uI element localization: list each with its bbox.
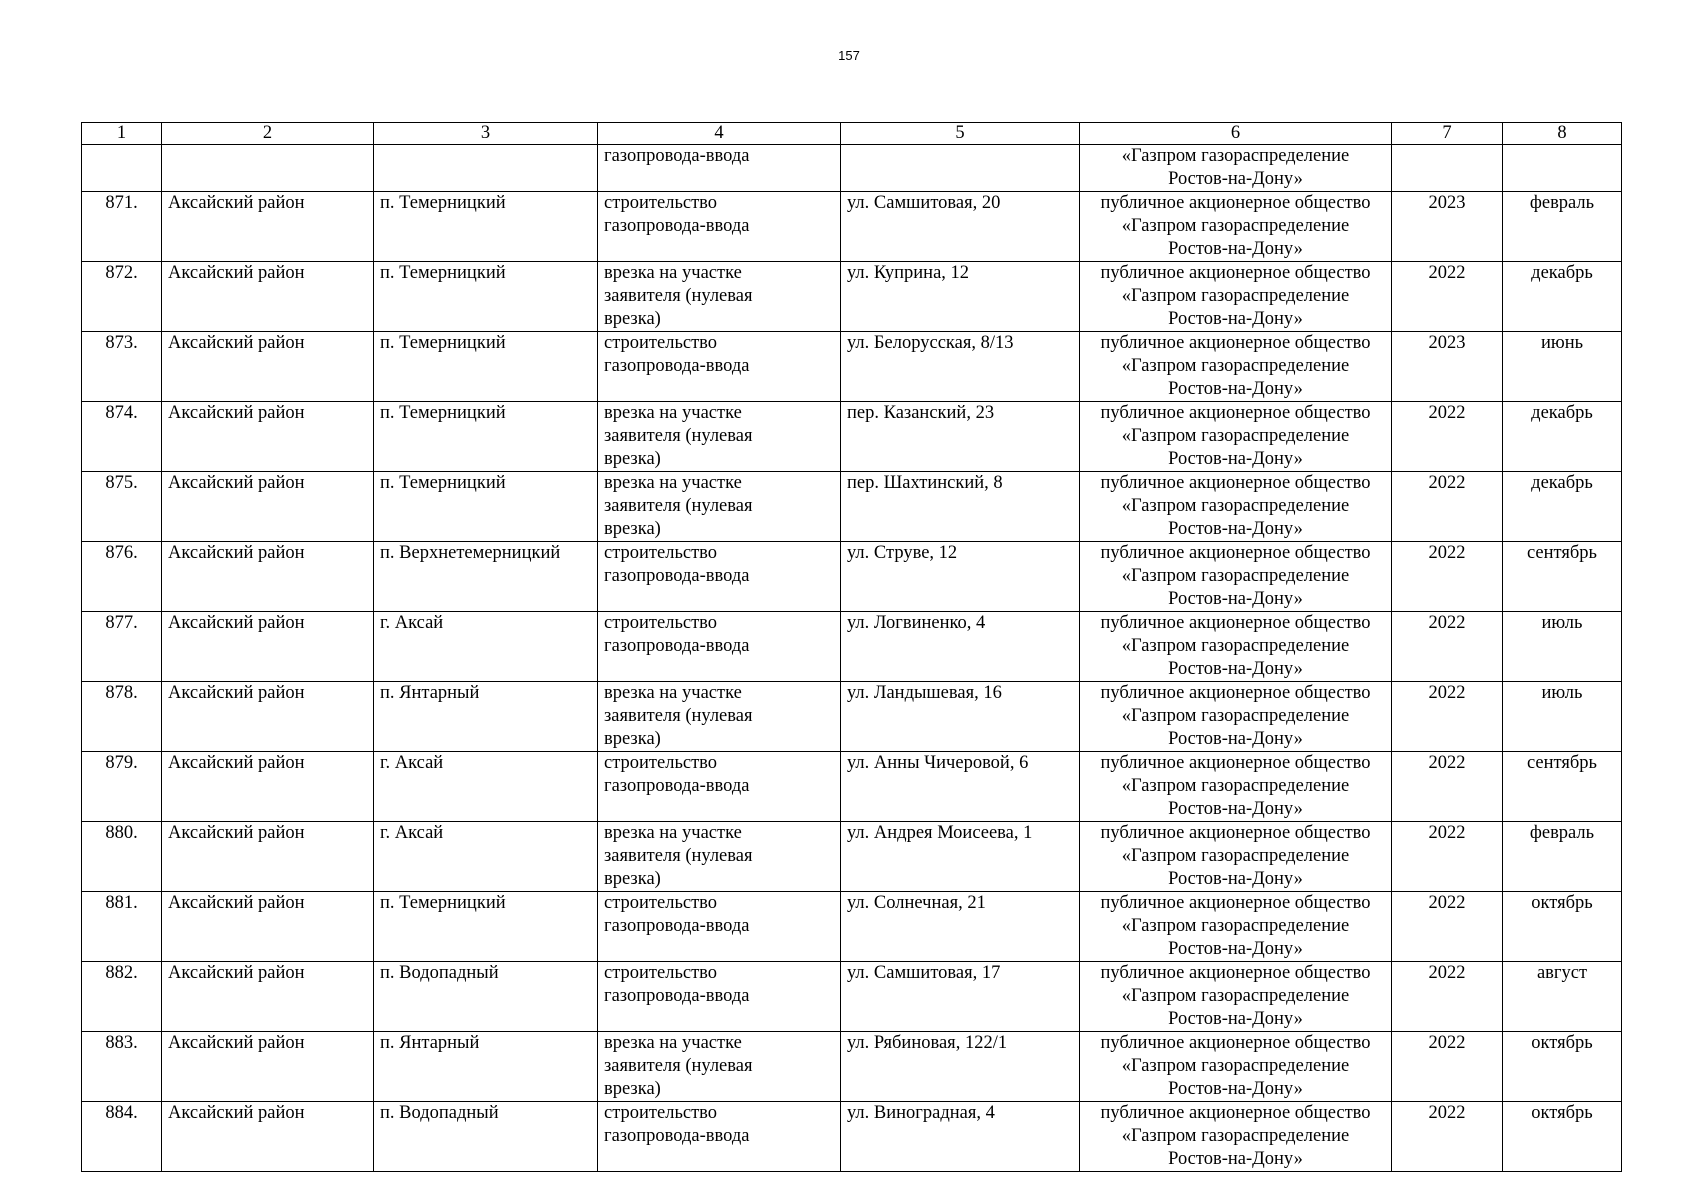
work-type-line: строительство bbox=[604, 753, 718, 773]
month-cell: июль bbox=[1503, 682, 1622, 752]
row-number-cell: 873. bbox=[82, 332, 162, 402]
organization-line: публичное акционерное общество bbox=[1100, 613, 1371, 633]
column-header: 8 bbox=[1503, 123, 1622, 145]
district-cell: Аксайский район bbox=[162, 822, 374, 892]
organization-line: Ростов-на-Дону» bbox=[1168, 799, 1303, 819]
work-type-line: строительство bbox=[604, 193, 718, 213]
organization-line: «Газпром газораспределение bbox=[1121, 1126, 1350, 1146]
work-type-line: врезка на участке bbox=[604, 263, 742, 283]
address-cell: ул. Самшитовая, 20 bbox=[841, 192, 1080, 262]
work-type-line: газопровода-ввода bbox=[604, 566, 750, 586]
work-type-line: врезка) bbox=[604, 869, 661, 889]
organization-line: публичное акционерное общество bbox=[1100, 333, 1371, 353]
work-type-cell bbox=[598, 472, 841, 542]
column-header: 3 bbox=[374, 123, 598, 145]
organization-cell bbox=[1080, 682, 1392, 752]
work-type-line: заявителя (нулевая bbox=[604, 1056, 753, 1076]
organization-cell bbox=[1080, 1102, 1392, 1172]
work-type-cell bbox=[598, 892, 841, 962]
year-cell: 2023 bbox=[1392, 192, 1503, 262]
district-cell: Аксайский район bbox=[162, 332, 374, 402]
work-type-line: газопровода-ввода bbox=[604, 216, 750, 236]
organization-line: публичное акционерное общество bbox=[1100, 683, 1371, 703]
table-row bbox=[82, 822, 1622, 892]
district-cell: Аксайский район bbox=[162, 1032, 374, 1102]
month-cell: октябрь bbox=[1503, 892, 1622, 962]
month-cell: декабрь bbox=[1503, 472, 1622, 542]
work-type-cell bbox=[598, 402, 841, 472]
work-type-line: газопровода-ввода bbox=[604, 356, 750, 376]
row-number-cell: 884. bbox=[82, 1102, 162, 1172]
organization-line: «Газпром газораспределение bbox=[1121, 216, 1350, 236]
address-cell: ул. Самшитовая, 17 bbox=[841, 962, 1080, 1032]
organization-line: «Газпром газораспределение bbox=[1121, 776, 1350, 796]
table-row bbox=[82, 402, 1622, 472]
table-header-row bbox=[82, 123, 1622, 145]
organization-cell bbox=[1080, 145, 1392, 192]
address-cell: ул. Виноградная, 4 bbox=[841, 1102, 1080, 1172]
column-header: 2 bbox=[162, 123, 374, 145]
organization-cell bbox=[1080, 962, 1392, 1032]
work-type-cell bbox=[598, 962, 841, 1032]
settlement-cell: г. Аксай bbox=[374, 612, 598, 682]
organization-cell bbox=[1080, 892, 1392, 962]
organization-line: Ростов-на-Дону» bbox=[1168, 1149, 1303, 1169]
year-cell: 2023 bbox=[1392, 332, 1503, 402]
year-cell: 2022 bbox=[1392, 542, 1503, 612]
work-type-line: газопровода-ввода bbox=[604, 1126, 750, 1146]
address-cell: ул. Куприна, 12 bbox=[841, 262, 1080, 332]
organization-line: «Газпром газораспределение bbox=[1121, 1056, 1350, 1076]
organization-cell bbox=[1080, 1032, 1392, 1102]
organization-line: публичное акционерное общество bbox=[1100, 1103, 1371, 1123]
month-cell: сентябрь bbox=[1503, 542, 1622, 612]
page-number: 157 bbox=[838, 48, 860, 63]
work-type-line: строительство bbox=[604, 893, 718, 913]
row-number-cell: 881. bbox=[82, 892, 162, 962]
settlement-cell: п. Темерницкий bbox=[374, 332, 598, 402]
work-type-line: строительство bbox=[604, 963, 718, 983]
work-type-line: врезка на участке bbox=[604, 1033, 742, 1053]
data-table bbox=[81, 122, 1622, 1172]
work-type-line: газопровода-ввода bbox=[604, 916, 750, 936]
district-cell: Аксайский район bbox=[162, 262, 374, 332]
column-header: 6 bbox=[1080, 123, 1392, 145]
work-type-cell bbox=[598, 332, 841, 402]
district-cell: Аксайский район bbox=[162, 682, 374, 752]
work-type-line: врезка на участке bbox=[604, 683, 742, 703]
settlement-cell: п. Темерницкий bbox=[374, 892, 598, 962]
column-header: 4 bbox=[598, 123, 841, 145]
address-cell: ул. Белорусская, 8/13 bbox=[841, 332, 1080, 402]
district-cell: Аксайский район bbox=[162, 472, 374, 542]
organization-cell bbox=[1080, 332, 1392, 402]
empty-cell bbox=[1503, 145, 1622, 192]
work-type-cell bbox=[598, 682, 841, 752]
work-type-line: заявителя (нулевая bbox=[604, 846, 753, 866]
work-type-cell bbox=[598, 1102, 841, 1172]
year-cell: 2022 bbox=[1392, 682, 1503, 752]
month-cell: июнь bbox=[1503, 332, 1622, 402]
settlement-cell: г. Аксай bbox=[374, 822, 598, 892]
empty-cell bbox=[374, 145, 598, 192]
row-number-cell: 877. bbox=[82, 612, 162, 682]
organization-cell bbox=[1080, 752, 1392, 822]
settlement-cell: п. Темерницкий bbox=[374, 262, 598, 332]
row-number-cell: 871. bbox=[82, 192, 162, 262]
settlement-cell: г. Аксай bbox=[374, 752, 598, 822]
work-type-cell bbox=[598, 192, 841, 262]
work-type-cell bbox=[598, 262, 841, 332]
organization-cell bbox=[1080, 822, 1392, 892]
year-cell: 2022 bbox=[1392, 962, 1503, 1032]
settlement-cell: п. Янтарный bbox=[374, 1032, 598, 1102]
month-cell: февраль bbox=[1503, 192, 1622, 262]
work-type-line: газопровода-ввода bbox=[604, 636, 750, 656]
address-cell: ул. Логвиненко, 4 bbox=[841, 612, 1080, 682]
organization-line: «Газпром газораспределение bbox=[1121, 146, 1350, 166]
table-row bbox=[82, 1032, 1622, 1102]
table-row bbox=[82, 892, 1622, 962]
work-type-line: врезка на участке bbox=[604, 473, 742, 493]
work-type-line: строительство bbox=[604, 543, 718, 563]
year-cell: 2022 bbox=[1392, 612, 1503, 682]
organization-cell bbox=[1080, 402, 1392, 472]
work-type-cell bbox=[598, 542, 841, 612]
year-cell: 2022 bbox=[1392, 262, 1503, 332]
continuation-row bbox=[82, 145, 1622, 192]
address-cell: ул. Солнечная, 21 bbox=[841, 892, 1080, 962]
month-cell: октябрь bbox=[1503, 1032, 1622, 1102]
year-cell: 2022 bbox=[1392, 892, 1503, 962]
district-cell: Аксайский район bbox=[162, 892, 374, 962]
settlement-cell: п. Верхнетемерницкий bbox=[374, 542, 598, 612]
table-row bbox=[82, 962, 1622, 1032]
year-cell: 2022 bbox=[1392, 402, 1503, 472]
organization-line: публичное акционерное общество bbox=[1100, 823, 1371, 843]
work-type-line: врезка) bbox=[604, 519, 661, 539]
work-type-cell bbox=[598, 822, 841, 892]
organization-line: «Газпром газораспределение bbox=[1121, 636, 1350, 656]
organization-line: «Газпром газораспределение bbox=[1121, 566, 1350, 586]
work-type-line: заявителя (нулевая bbox=[604, 426, 753, 446]
work-type-line: газопровода-ввода bbox=[604, 986, 750, 1006]
district-cell: Аксайский район bbox=[162, 542, 374, 612]
organization-line: Ростов-на-Дону» bbox=[1168, 659, 1303, 679]
table-row bbox=[82, 682, 1622, 752]
table-row bbox=[82, 542, 1622, 612]
work-type-line: газопровода-ввода bbox=[604, 146, 750, 166]
year-cell: 2022 bbox=[1392, 822, 1503, 892]
table-row bbox=[82, 1102, 1622, 1172]
settlement-cell: п. Водопадный bbox=[374, 962, 598, 1032]
organization-line: Ростов-на-Дону» bbox=[1168, 239, 1303, 259]
table-row bbox=[82, 332, 1622, 402]
address-cell: ул. Ландышевая, 16 bbox=[841, 682, 1080, 752]
organization-line: «Газпром газораспределение bbox=[1121, 846, 1350, 866]
organization-cell bbox=[1080, 262, 1392, 332]
organization-line: Ростов-на-Дону» bbox=[1168, 939, 1303, 959]
work-type-line: заявителя (нулевая bbox=[604, 706, 753, 726]
organization-cell bbox=[1080, 192, 1392, 262]
settlement-cell: п. Темерницкий bbox=[374, 402, 598, 472]
organization-line: Ростов-на-Дону» bbox=[1168, 169, 1303, 189]
month-cell: июль bbox=[1503, 612, 1622, 682]
work-type-cell bbox=[598, 1032, 841, 1102]
settlement-cell: п. Темерницкий bbox=[374, 472, 598, 542]
column-header: 7 bbox=[1392, 123, 1503, 145]
organization-line: Ростов-на-Дону» bbox=[1168, 1079, 1303, 1099]
row-number-cell: 878. bbox=[82, 682, 162, 752]
organization-line: «Газпром газораспределение bbox=[1121, 496, 1350, 516]
table-row bbox=[82, 262, 1622, 332]
year-cell: 2022 bbox=[1392, 1032, 1503, 1102]
organization-line: публичное акционерное общество bbox=[1100, 263, 1371, 283]
address-cell: пер. Казанский, 23 bbox=[841, 402, 1080, 472]
row-number-cell: 872. bbox=[82, 262, 162, 332]
work-type-line: врезка на участке bbox=[604, 403, 742, 423]
organization-line: Ростов-на-Дону» bbox=[1168, 379, 1303, 399]
district-cell: Аксайский район bbox=[162, 1102, 374, 1172]
district-cell: Аксайский район bbox=[162, 612, 374, 682]
district-cell: Аксайский район bbox=[162, 192, 374, 262]
month-cell: октябрь bbox=[1503, 1102, 1622, 1172]
table-row bbox=[82, 472, 1622, 542]
work-type-line: врезка) bbox=[604, 449, 661, 469]
organization-line: «Газпром газораспределение bbox=[1121, 706, 1350, 726]
work-type-cell bbox=[598, 752, 841, 822]
month-cell: декабрь bbox=[1503, 262, 1622, 332]
empty-cell bbox=[82, 145, 162, 192]
table-body bbox=[82, 123, 1622, 1172]
organization-line: Ростов-на-Дону» bbox=[1168, 449, 1303, 469]
row-number-cell: 883. bbox=[82, 1032, 162, 1102]
work-type-line: заявителя (нулевая bbox=[604, 496, 753, 516]
organization-cell bbox=[1080, 612, 1392, 682]
district-cell: Аксайский район bbox=[162, 962, 374, 1032]
organization-line: «Газпром газораспределение bbox=[1121, 986, 1350, 1006]
row-number-cell: 882. bbox=[82, 962, 162, 1032]
work-type-line: строительство bbox=[604, 333, 718, 353]
organization-line: «Газпром газораспределение bbox=[1121, 916, 1350, 936]
organization-line: публичное акционерное общество bbox=[1100, 473, 1371, 493]
month-cell: август bbox=[1503, 962, 1622, 1032]
organization-line: публичное акционерное общество bbox=[1100, 753, 1371, 773]
organization-line: публичное акционерное общество bbox=[1100, 893, 1371, 913]
organization-line: Ростов-на-Дону» bbox=[1168, 869, 1303, 889]
organization-cell bbox=[1080, 542, 1392, 612]
empty-cell bbox=[1392, 145, 1503, 192]
address-cell: ул. Струве, 12 bbox=[841, 542, 1080, 612]
row-number-cell: 875. bbox=[82, 472, 162, 542]
year-cell: 2022 bbox=[1392, 752, 1503, 822]
work-type-line: врезка на участке bbox=[604, 823, 742, 843]
organization-line: публичное акционерное общество bbox=[1100, 1033, 1371, 1053]
address-cell: ул. Андрея Моисеева, 1 bbox=[841, 822, 1080, 892]
organization-line: публичное акционерное общество bbox=[1100, 963, 1371, 983]
month-cell: сентябрь bbox=[1503, 752, 1622, 822]
organization-line: «Газпром газораспределение bbox=[1121, 356, 1350, 376]
table-row bbox=[82, 192, 1622, 262]
column-header: 1 bbox=[82, 123, 162, 145]
settlement-cell: п. Водопадный bbox=[374, 1102, 598, 1172]
work-type-line: строительство bbox=[604, 1103, 718, 1123]
empty-cell bbox=[162, 145, 374, 192]
organization-line: публичное акционерное общество bbox=[1100, 193, 1371, 213]
address-cell: ул. Анны Чичеровой, 6 bbox=[841, 752, 1080, 822]
month-cell: декабрь bbox=[1503, 402, 1622, 472]
work-type-line: врезка) bbox=[604, 309, 661, 329]
work-type-line: врезка) bbox=[604, 1079, 661, 1099]
organization-line: Ростов-на-Дону» bbox=[1168, 1009, 1303, 1029]
work-type-line: врезка) bbox=[604, 729, 661, 749]
organization-line: Ростов-на-Дону» bbox=[1168, 519, 1303, 539]
settlement-cell: п. Темерницкий bbox=[374, 192, 598, 262]
month-cell: февраль bbox=[1503, 822, 1622, 892]
organization-line: публичное акционерное общество bbox=[1100, 543, 1371, 563]
table-row bbox=[82, 752, 1622, 822]
row-number-cell: 879. bbox=[82, 752, 162, 822]
row-number-cell: 876. bbox=[82, 542, 162, 612]
year-cell: 2022 bbox=[1392, 1102, 1503, 1172]
work-type-cell bbox=[598, 612, 841, 682]
address-cell: ул. Рябиновая, 122/1 bbox=[841, 1032, 1080, 1102]
district-cell: Аксайский район bbox=[162, 402, 374, 472]
empty-cell bbox=[841, 145, 1080, 192]
work-type-cell bbox=[598, 145, 841, 192]
organization-line: «Газпром газораспределение bbox=[1121, 286, 1350, 306]
settlement-cell: п. Янтарный bbox=[374, 682, 598, 752]
address-cell: пер. Шахтинский, 8 bbox=[841, 472, 1080, 542]
organization-line: Ростов-на-Дону» bbox=[1168, 589, 1303, 609]
row-number-cell: 880. bbox=[82, 822, 162, 892]
organization-cell bbox=[1080, 472, 1392, 542]
column-header: 5 bbox=[841, 123, 1080, 145]
organization-line: публичное акционерное общество bbox=[1100, 403, 1371, 423]
work-type-line: строительство bbox=[604, 613, 718, 633]
row-number-cell: 874. bbox=[82, 402, 162, 472]
year-cell: 2022 bbox=[1392, 472, 1503, 542]
organization-line: Ростов-на-Дону» bbox=[1168, 729, 1303, 749]
organization-line: Ростов-на-Дону» bbox=[1168, 309, 1303, 329]
work-type-line: заявителя (нулевая bbox=[604, 286, 753, 306]
organization-line: «Газпром газораспределение bbox=[1121, 426, 1350, 446]
table-row bbox=[82, 612, 1622, 682]
district-cell: Аксайский район bbox=[162, 752, 374, 822]
work-type-line: газопровода-ввода bbox=[604, 776, 750, 796]
